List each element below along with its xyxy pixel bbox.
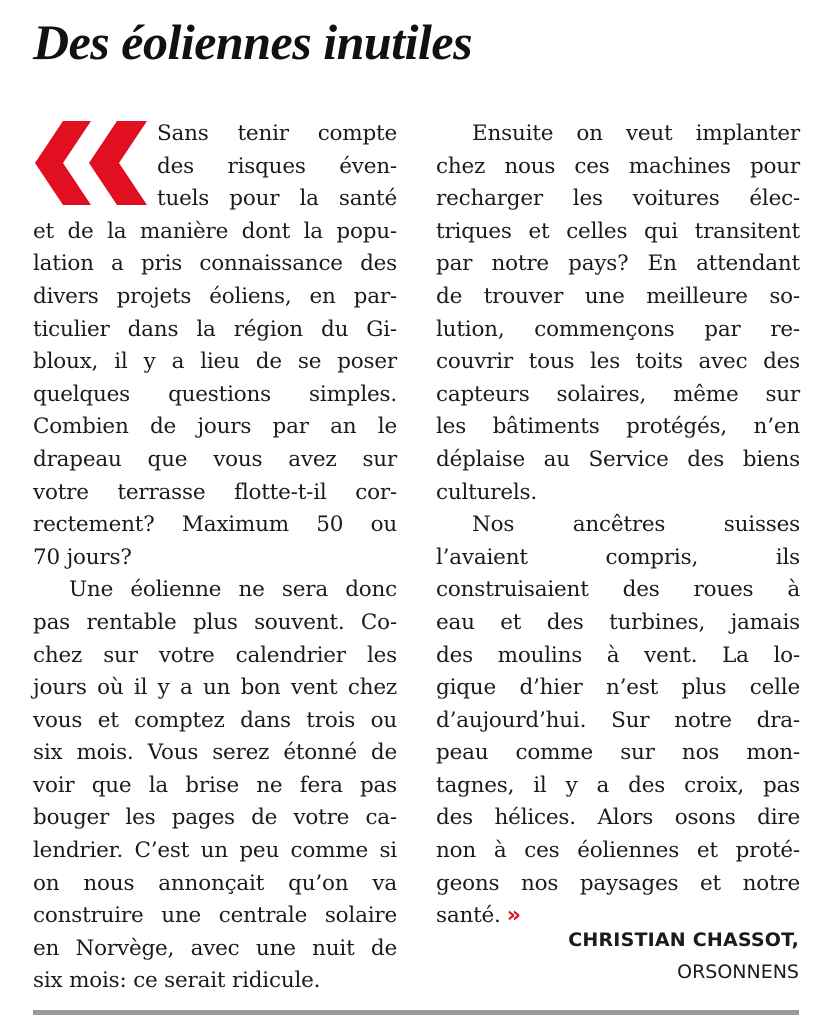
text-line: déplaise au Service des biens (436, 446, 800, 472)
text-line: et de la manière dont la popu- (33, 218, 397, 244)
text-line: culturels. (436, 479, 537, 505)
text-line: jours où il y a un bon vent chez (33, 675, 397, 701)
right-column (436, 118, 800, 933)
text-line: voir que la brise ne fera pas (33, 772, 397, 798)
text-line: tagnes, il y a des croix, pas (436, 772, 800, 798)
right-paragraph-2 (436, 509, 800, 933)
text-line: des hélices. Alors osons dire (436, 805, 800, 831)
opening-quote-icon (33, 121, 151, 211)
text-line: pas rentable plus souvent. Co- (33, 609, 397, 635)
text-line: triques et celles qui transitent (436, 218, 800, 244)
text-line: l’avaient compris, ils (436, 544, 800, 570)
text-line: couvrir tous les toits avec des (436, 349, 800, 375)
text-line: tuels pour la santé (157, 186, 397, 212)
author-name: CHRISTIAN CHASSOT, (568, 929, 799, 951)
text-line: ticulier dans la région du Gi- (33, 316, 397, 342)
text-line: chez nous ces machines pour (436, 153, 800, 179)
text-line: gique d’hier n’est plus celle (436, 675, 800, 701)
text-line: par notre pays? En attendant (436, 251, 800, 277)
text-line: Ensuite on veut implanter (472, 121, 800, 146)
headline: Des éoliennes inutiles (33, 14, 473, 70)
author-place: ORSONNENS (677, 961, 799, 983)
text-line: quelques questions simples. (33, 381, 397, 407)
closing-quote-icon: » (506, 903, 521, 929)
text-line: des risques éven- (157, 153, 397, 179)
text-line: on nous annonçait qu’on va (33, 870, 397, 896)
text-line: geons nos paysages et notre (436, 870, 800, 896)
right-paragraph-1 (436, 118, 800, 509)
text-line: non à ces éoliennes et proté- (436, 838, 800, 864)
text-line: bloux, il y a lieu de se poser (33, 349, 397, 375)
text-line: de trouver une meilleure so- (436, 283, 800, 309)
text-line: 70 jours? (33, 544, 132, 570)
text-line: divers projets éoliens, en par- (33, 283, 397, 309)
text-line: d’aujourd’hui. Sur notre dra- (436, 707, 800, 733)
text-line: Combien de jours par an le (33, 414, 397, 440)
text-line: lation a pris connaissance des (33, 251, 397, 277)
text-line: Nos ancêtres suisses (472, 512, 800, 538)
left-paragraph-2 (33, 574, 397, 998)
text-line: des moulins à vent. La lo- (436, 642, 800, 668)
text-line: Une éolienne ne sera donc (69, 577, 397, 603)
text-line: votre terrasse flotte-t-il cor- (33, 479, 397, 505)
text-line: lendrier. C’est un peu comme si (33, 838, 397, 864)
text-line: chez sur votre calendrier les (33, 642, 397, 668)
text-line: recharger les voitures élec- (436, 186, 800, 212)
text-line: construire une centrale solaire (33, 903, 397, 929)
text-line: vous et comptez dans trois ou (33, 707, 397, 733)
text-line: en Norvège, avec une nuit de (33, 935, 397, 961)
text-line: peau comme sur nos mon- (436, 740, 800, 766)
bottom-rule (33, 1010, 799, 1015)
text-line: santé. » (436, 900, 800, 933)
text-line: eau et des turbines, jamais (436, 609, 800, 635)
text-line: drapeau que vous avez sur (33, 446, 397, 472)
text-line: Sans tenir compte (157, 121, 397, 146)
text-line: lution, commençons par re- (436, 316, 800, 342)
text-line: bouger les pages de votre ca- (33, 805, 397, 831)
text-line: les bâtiments protégés, n’en (436, 414, 800, 440)
text-line: rectement? Maximum 50 ou (33, 512, 397, 538)
signature (568, 924, 799, 988)
text-line: capteurs solaires, même sur (436, 381, 800, 407)
text-line: construisaient des roues à (436, 577, 800, 603)
text-line: six mois. Vous serez étonné de (33, 740, 397, 766)
text-line: six mois: ce serait ridicule. (33, 968, 321, 994)
left-column (33, 118, 397, 998)
